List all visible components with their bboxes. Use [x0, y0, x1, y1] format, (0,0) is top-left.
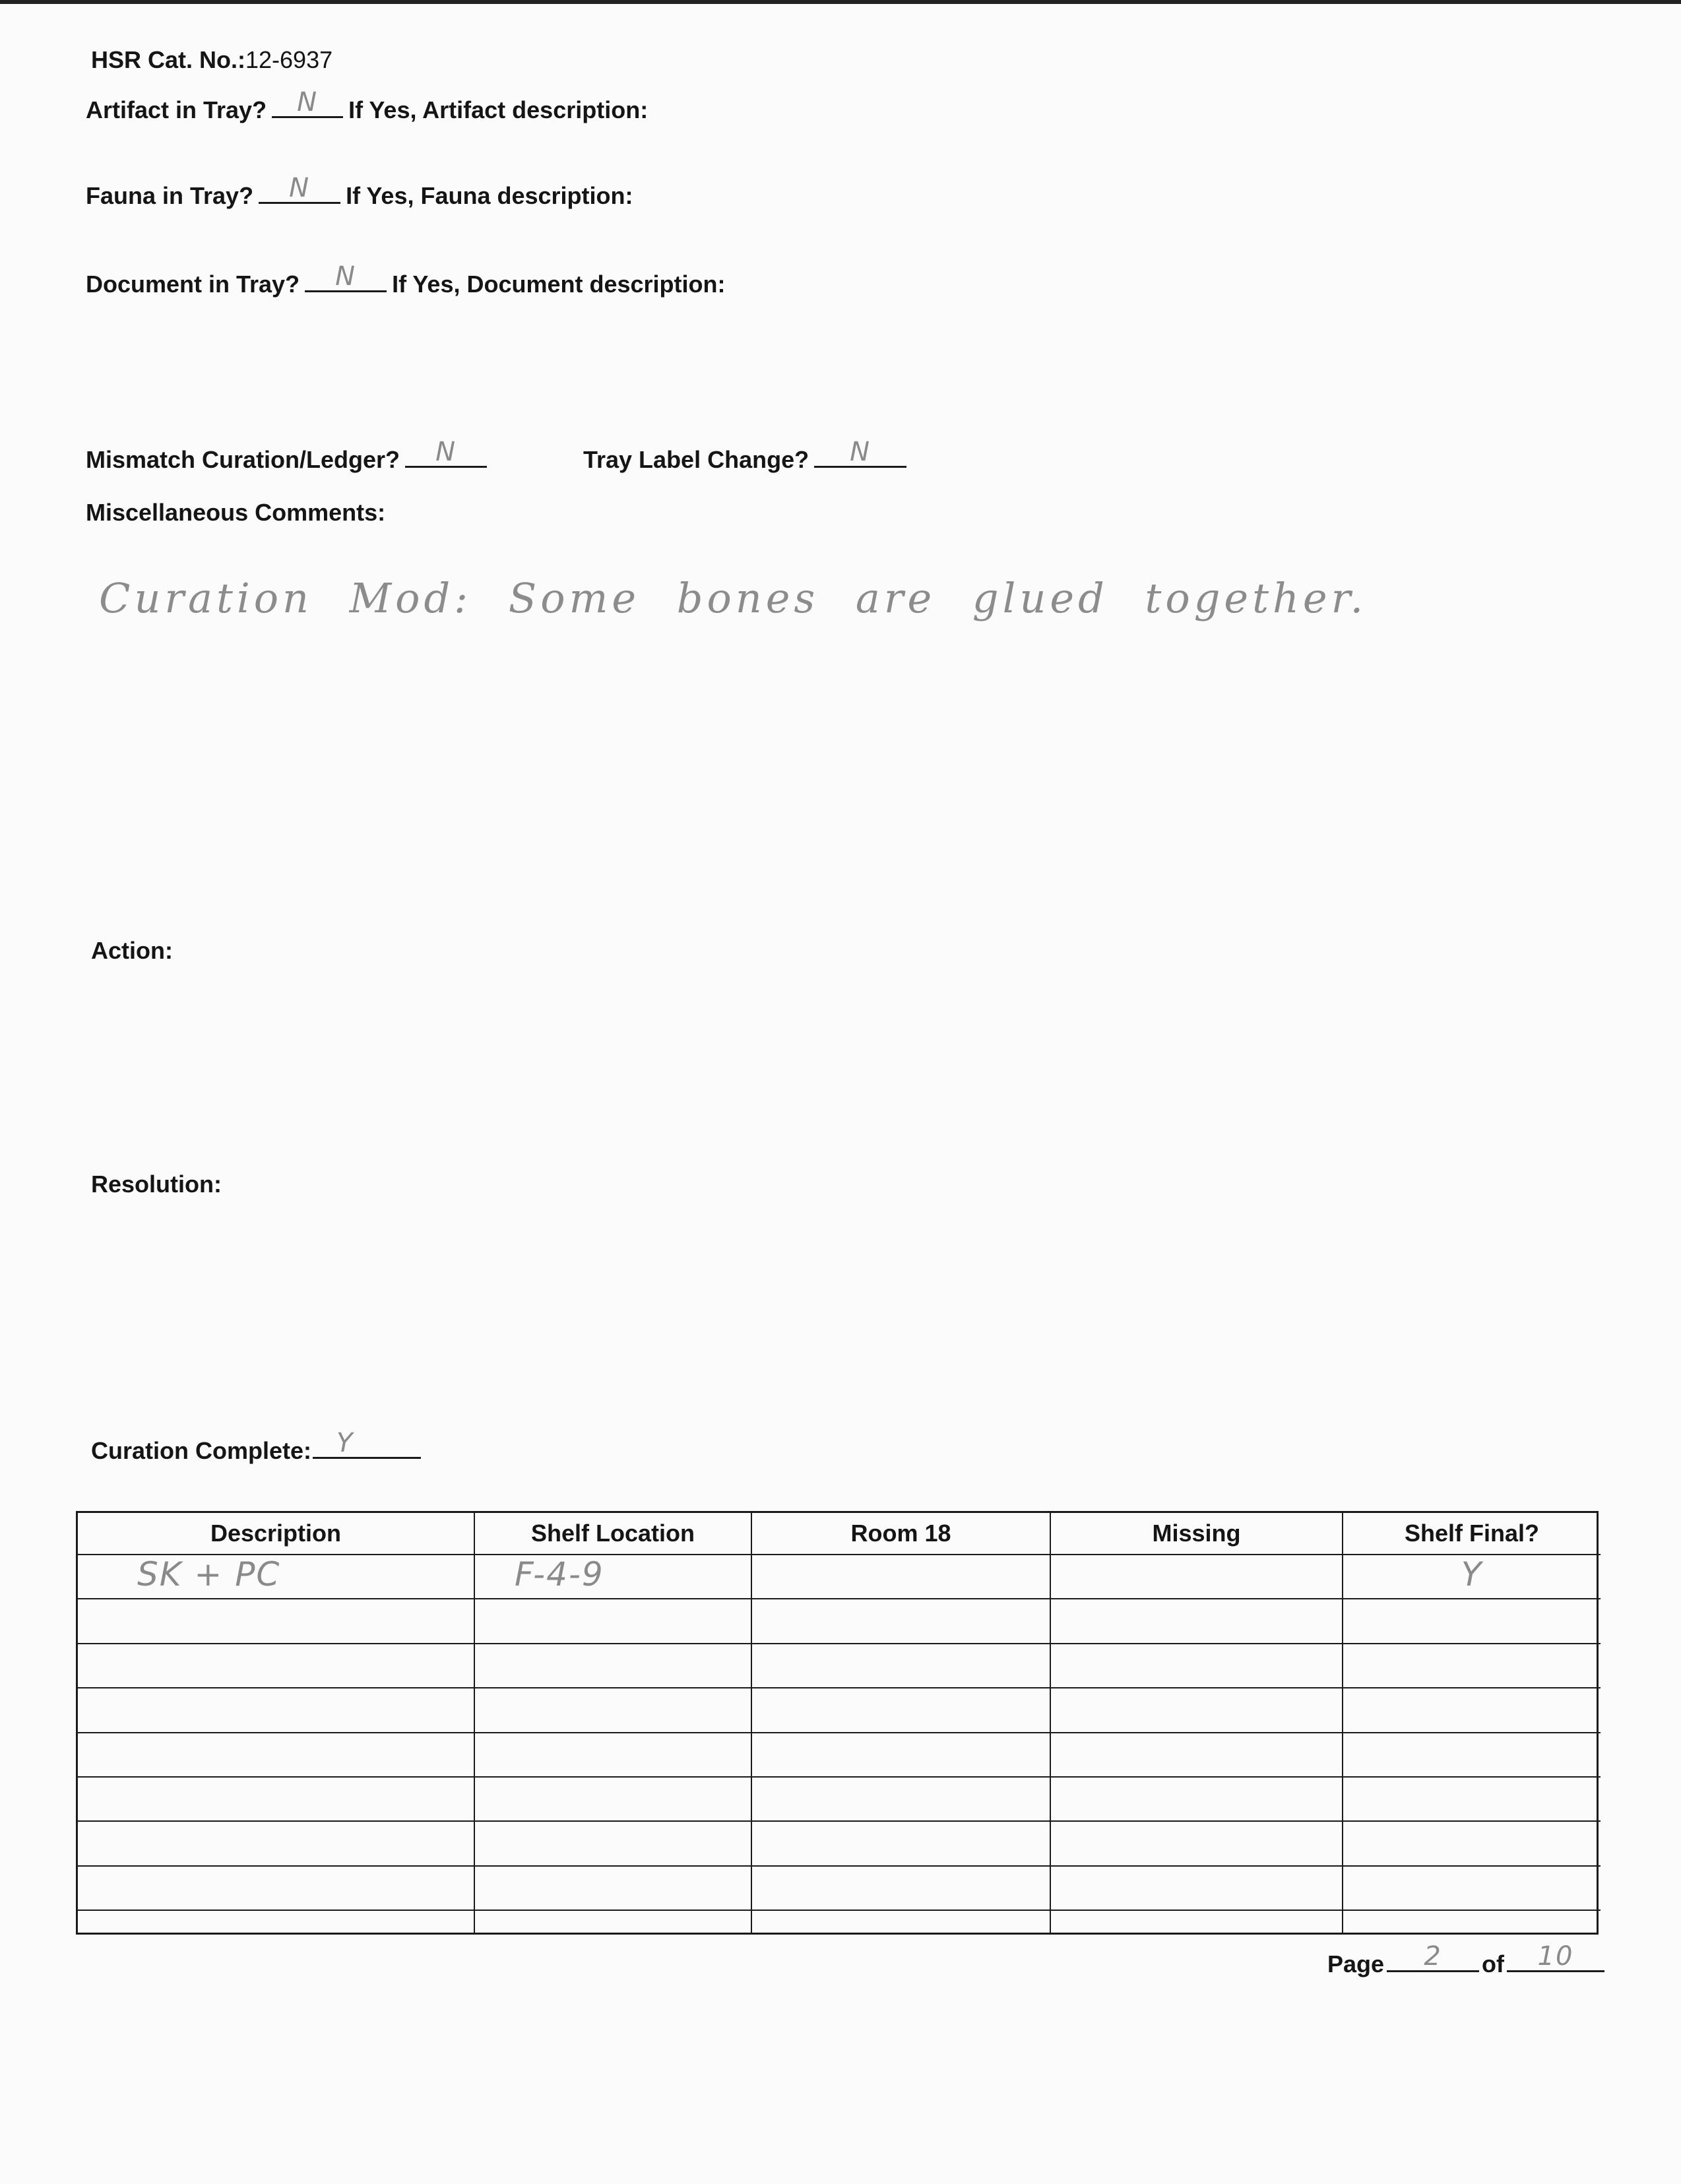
page-number-field[interactable] — [1387, 1941, 1479, 1972]
cell-missing[interactable] — [1050, 1599, 1343, 1643]
shelf-table-grid — [78, 1513, 1601, 1933]
cell-room-18[interactable] — [751, 1688, 1050, 1732]
cell-description[interactable] — [78, 1644, 474, 1688]
curation-complete-answer-field[interactable] — [313, 1428, 421, 1459]
curation-complete-line — [91, 1428, 426, 1465]
cell-description[interactable] — [78, 1777, 474, 1821]
document-line — [86, 261, 726, 298]
action-label: Action: — [91, 937, 173, 964]
table-header-row — [78, 1513, 1601, 1555]
cell-missing[interactable] — [1050, 1821, 1343, 1865]
cell-room-18[interactable] — [751, 1555, 1050, 1599]
header-shelf-final: Shelf Final? — [1343, 1513, 1601, 1555]
cell-shelf-location[interactable] — [474, 1644, 751, 1688]
fauna-line — [86, 173, 633, 210]
artifact-label: Artifact in Tray? — [86, 96, 267, 123]
document-label: Document in Tray? — [86, 271, 300, 298]
table-row — [78, 1733, 1601, 1777]
fauna-answer-value: N — [289, 173, 311, 203]
mismatch-answer-value: N — [435, 437, 457, 467]
document-answer-value: N — [335, 261, 357, 292]
tray-label-change-answer-value: N — [850, 437, 872, 467]
table-row — [78, 1777, 1601, 1821]
mismatch-line — [86, 437, 492, 474]
cell-shelf-final[interactable] — [1343, 1688, 1601, 1732]
cell-room-18[interactable] — [751, 1733, 1050, 1777]
artifact-desc-label: If Yes, Artifact description: — [348, 96, 649, 123]
table-row — [78, 1688, 1601, 1732]
artifact-answer-field[interactable] — [272, 87, 343, 118]
cell-shelf-location[interactable] — [474, 1733, 751, 1777]
header-room-18: Room 18 — [751, 1513, 1050, 1555]
of-label: of — [1482, 1950, 1505, 1977]
cell-shelf-final[interactable] — [1343, 1599, 1601, 1643]
scan-top-edge — [0, 0, 1681, 4]
cell-missing[interactable] — [1050, 1555, 1343, 1599]
table-row — [78, 1644, 1601, 1688]
cell-description[interactable] — [78, 1910, 474, 1933]
cell-missing[interactable] — [1050, 1688, 1343, 1732]
document-desc-label: If Yes, Document description: — [392, 271, 726, 298]
shelf-table — [76, 1511, 1599, 1935]
table-row — [78, 1866, 1601, 1910]
tray-label-change-line — [583, 437, 912, 474]
cell-missing[interactable] — [1050, 1644, 1343, 1688]
page-label: Page — [1327, 1950, 1385, 1977]
cell-shelf-final[interactable] — [1343, 1866, 1601, 1910]
mismatch-label: Mismatch Curation/Ledger? — [86, 446, 400, 473]
cell-shelf-location[interactable] — [474, 1555, 751, 1599]
document-answer-field[interactable] — [305, 261, 387, 292]
header-shelf-location: Shelf Location — [474, 1513, 751, 1555]
table-row — [78, 1599, 1601, 1643]
cell-shelf-final[interactable] — [1343, 1555, 1601, 1599]
cell-description[interactable] — [78, 1555, 474, 1599]
artifact-answer-value: N — [297, 87, 319, 117]
fauna-desc-label: If Yes, Fauna description: — [346, 182, 633, 209]
cat-number-value: 12-6937 — [245, 46, 333, 73]
cell-shelf-final[interactable] — [1343, 1644, 1601, 1688]
cell-shelf-final[interactable] — [1343, 1910, 1601, 1933]
cell-missing[interactable] — [1050, 1733, 1343, 1777]
misc-comments-label: Miscellaneous Comments: — [86, 499, 386, 526]
cell-description[interactable] — [78, 1866, 474, 1910]
table-row — [78, 1910, 1601, 1933]
table-row — [78, 1555, 1601, 1599]
cell-missing[interactable] — [1050, 1777, 1343, 1821]
cell-shelf-location[interactable] — [474, 1866, 751, 1910]
cell-missing[interactable] — [1050, 1866, 1343, 1910]
cell-description[interactable] — [78, 1821, 474, 1865]
mismatch-answer-field[interactable] — [405, 437, 487, 468]
table-body — [78, 1555, 1601, 1933]
cell-room-18[interactable] — [751, 1644, 1050, 1688]
table-row — [78, 1821, 1601, 1865]
total-pages-field[interactable] — [1507, 1941, 1604, 1972]
artifact-line — [86, 87, 649, 124]
header-description: Description — [78, 1513, 474, 1555]
cell-shelf-final[interactable] — [1343, 1733, 1601, 1777]
cell-room-18[interactable] — [751, 1821, 1050, 1865]
header-missing: Missing — [1050, 1513, 1343, 1555]
cell-shelf-location[interactable] — [474, 1599, 751, 1643]
fauna-answer-field[interactable] — [259, 173, 340, 204]
cell-description[interactable] — [78, 1599, 474, 1643]
cell-shelf-location-value: F-4-9 — [515, 1555, 604, 1593]
cell-room-18[interactable] — [751, 1777, 1050, 1821]
cell-description[interactable] — [78, 1733, 474, 1777]
cell-room-18[interactable] — [751, 1599, 1050, 1643]
cat-number-line — [91, 46, 333, 74]
misc-comments-handwritten[interactable]: Curation Mod: Some bones are glued together. — [99, 574, 1368, 622]
cell-shelf-location[interactable] — [474, 1777, 751, 1821]
curation-complete-label: Curation Complete: — [91, 1437, 312, 1464]
cell-description-value: SK + PC — [137, 1555, 281, 1593]
curation-complete-answer-value: Y — [336, 1428, 354, 1458]
cat-number-label: HSR Cat. No.: — [91, 46, 245, 73]
fauna-label: Fauna in Tray? — [86, 182, 254, 209]
cell-shelf-final[interactable] — [1343, 1777, 1601, 1821]
cell-shelf-location[interactable] — [474, 1910, 751, 1933]
cell-shelf-final[interactable] — [1343, 1821, 1601, 1865]
cell-room-18[interactable] — [751, 1910, 1050, 1933]
cell-missing[interactable] — [1050, 1910, 1343, 1933]
page-number-value: 2 — [1424, 1941, 1442, 1972]
cell-room-18[interactable] — [751, 1866, 1050, 1910]
resolution-label: Resolution: — [91, 1171, 222, 1198]
pagination-line — [1327, 1941, 1607, 1978]
tray-label-change-answer-field[interactable] — [814, 437, 906, 468]
cell-shelf-final-value: Y — [1461, 1555, 1483, 1593]
cell-description[interactable] — [78, 1688, 474, 1732]
total-pages-value: 10 — [1537, 1941, 1574, 1972]
cell-shelf-location[interactable] — [474, 1688, 751, 1732]
cell-shelf-location[interactable] — [474, 1821, 751, 1865]
tray-label-change-label: Tray Label Change? — [583, 446, 809, 473]
